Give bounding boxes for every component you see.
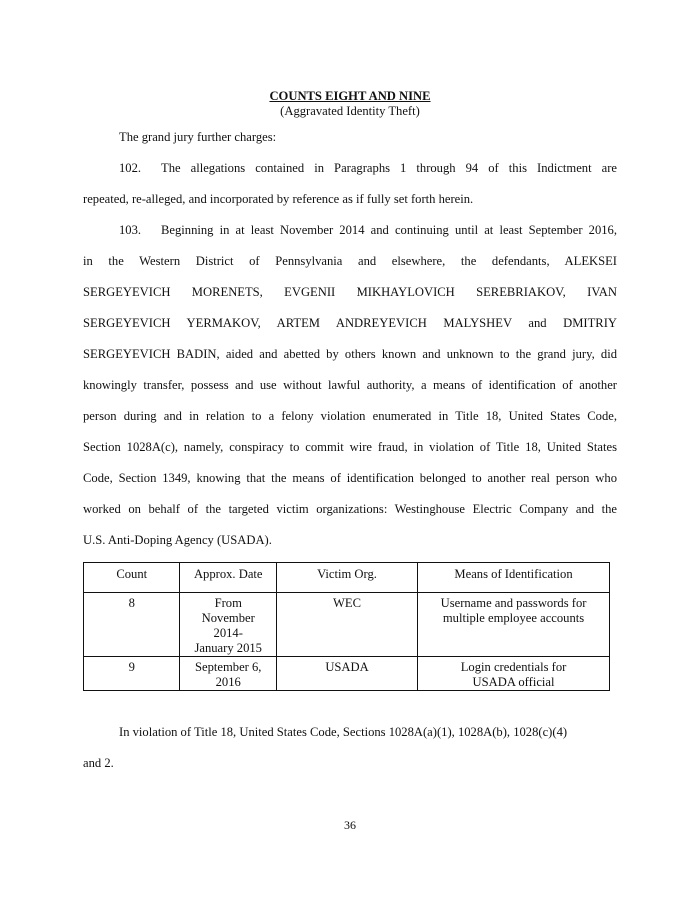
cell-means-line: multiple employee accounts xyxy=(442,611,585,625)
paragraph-103-text: Beginning in at least November 2014 and continuing until at least September 2016, xyxy=(161,223,617,237)
cell-count: 8 xyxy=(84,593,180,657)
paragraph-102-line-2: repeated, re-alleged, and incorporated by reference as if fully set forth herein. xyxy=(83,192,474,206)
cell-date-line: 2016 xyxy=(215,675,241,689)
paragraph-103-line: person during and in relation to a felony violation enumerated in Title 18, United States Code, xyxy=(83,409,617,423)
cell-date-line: From xyxy=(214,596,242,610)
paragraph-102-number: 102. xyxy=(119,161,142,175)
section-subheading: (Aggravated Identity Theft) xyxy=(280,104,420,118)
section-heading: COUNTS EIGHT AND NINE xyxy=(269,89,431,103)
cell-means xyxy=(418,593,610,657)
paragraph-103-line: knowingly transfer, possess and use without lawful authority, a means of identification of another xyxy=(83,378,617,392)
closing-line-1: In violation of Title 18, United States Code, Sections 1028A(a)(1), 1028A(b), 1028(c)(4) xyxy=(119,725,568,739)
paragraph-103-line: Section 1028A(c), namely, conspiracy to commit wire fraud, in violation of Title 18, United States xyxy=(83,440,617,454)
paragraph-103-line: SERGEYEVICH MORENETS, EVGENII MIKHAYLOVICH SEREBRIAKOV, IVAN xyxy=(83,285,617,299)
paragraph-102-line-1 xyxy=(83,153,617,184)
paragraph-103-line: SERGEYEVICH BADIN, aided and abetted by others known and unknown to the grand jury, did xyxy=(83,347,617,361)
paragraph-103-line: worked on behalf of the targeted victim organizations: Westinghouse Electric Company and the xyxy=(83,502,617,516)
paragraph-103-line: in the Western District of Pennsylvania and elsewhere, the defendants, ALEKSEI xyxy=(83,254,617,268)
counts-table xyxy=(83,562,610,691)
cell-date-line: November xyxy=(201,611,255,625)
cell-date xyxy=(180,657,276,691)
table-row xyxy=(84,593,610,657)
cell-date xyxy=(180,593,276,657)
cell-date-line: September 6, xyxy=(195,660,262,674)
cell-means-line: Login credentials for xyxy=(460,660,567,674)
header-victim-org: Victim Org. xyxy=(276,563,417,593)
cell-date-line: 2014- xyxy=(213,626,243,640)
paragraph-103-line: SERGEYEVICH YERMAKOV, ARTEM ANDREYEVICH MALYSHEV and DMITRIY xyxy=(83,316,617,330)
cell-means xyxy=(418,657,610,691)
cell-victim: WEC xyxy=(276,593,417,657)
table-header-row xyxy=(84,563,610,593)
cell-means-line: USADA official xyxy=(472,675,555,689)
cell-date-line: January 2015 xyxy=(194,641,262,655)
header-means-of-identification: Means of Identification xyxy=(418,563,610,593)
header-approx-date: Approx. Date xyxy=(180,563,276,593)
paragraph-103-last-line: U.S. Anti-Doping Agency (USADA). xyxy=(83,533,272,547)
document-page xyxy=(83,89,617,779)
closing-line-2: and 2. xyxy=(83,756,114,770)
cell-count: 9 xyxy=(84,657,180,691)
paragraph-103-number: 103. xyxy=(119,223,142,237)
cell-victim: USADA xyxy=(276,657,417,691)
paragraph-102-text: The allegations contained in Paragraphs 1 through 94 of this Indictment are xyxy=(161,161,617,175)
table-row xyxy=(84,657,610,691)
page-number: 36 xyxy=(344,818,356,832)
cell-means-line: Username and passwords for xyxy=(440,596,587,610)
intro-text: The grand jury further charges: xyxy=(119,130,277,144)
paragraph-103-line-1 xyxy=(83,215,617,246)
header-count: Count xyxy=(84,563,180,593)
paragraph-103-line: Code, Section 1349, knowing that the means of identification belonged to another real person who xyxy=(83,471,617,485)
